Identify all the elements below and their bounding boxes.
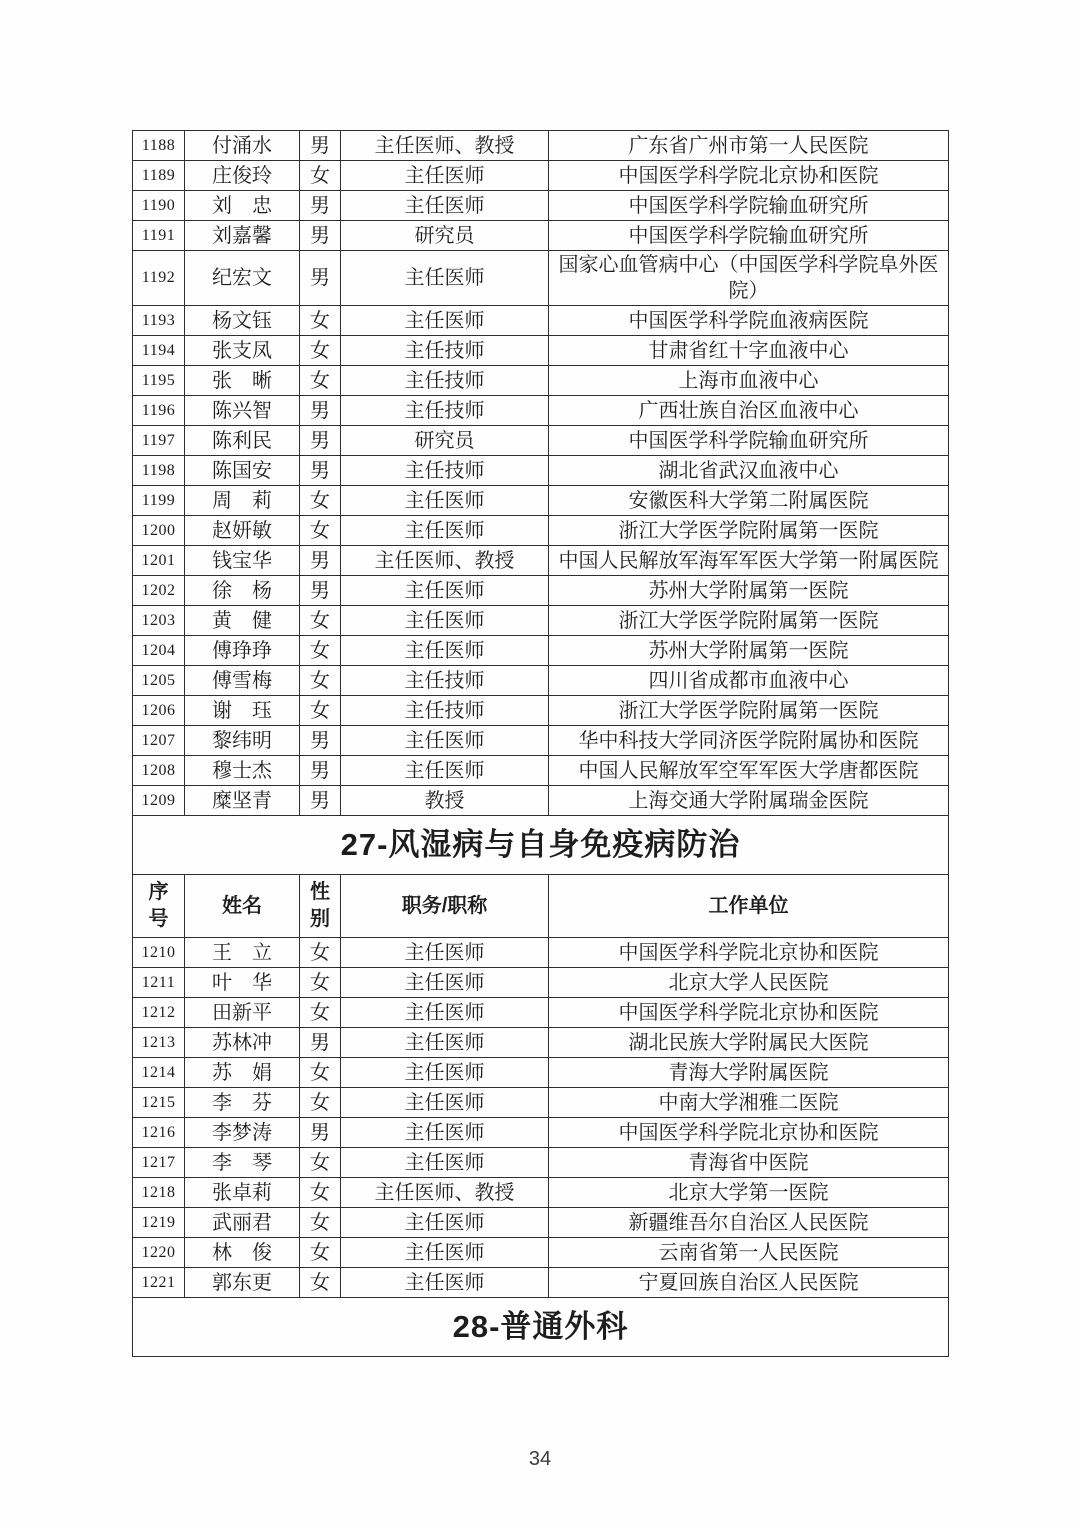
cell-index: 1221 xyxy=(133,1268,185,1298)
cell-title: 主任医师 xyxy=(341,968,549,998)
cell-title: 主任医师 xyxy=(341,191,549,221)
cell-gender: 男 xyxy=(300,131,341,161)
cell-name: 叶 华 xyxy=(185,968,300,998)
cell-name: 李梦涛 xyxy=(185,1118,300,1148)
cell-name: 张支凤 xyxy=(185,336,300,366)
cell-title: 主任技师 xyxy=(341,696,549,726)
cell-gender: 女 xyxy=(300,486,341,516)
cell-name: 穆士杰 xyxy=(185,756,300,786)
table-row xyxy=(133,486,949,516)
cell-org: 中国医学科学院北京协和医院 xyxy=(549,1118,949,1148)
cell-title: 主任医师 xyxy=(341,1118,549,1148)
cell-gender: 男 xyxy=(300,1028,341,1058)
table-row xyxy=(133,1148,949,1178)
cell-org: 四川省成都市血液中心 xyxy=(549,666,949,696)
cell-index: 1217 xyxy=(133,1148,185,1178)
cell-title: 研究员 xyxy=(341,221,549,251)
cell-title: 主任医师 xyxy=(341,1208,549,1238)
cell-gender: 女 xyxy=(300,336,341,366)
cell-gender: 男 xyxy=(300,221,341,251)
cell-index: 1216 xyxy=(133,1118,185,1148)
table-row xyxy=(133,576,949,606)
cell-title: 主任医师 xyxy=(341,636,549,666)
cell-name: 陈利民 xyxy=(185,426,300,456)
section-title-row xyxy=(133,816,949,875)
cell-org: 中国人民解放军空军军医大学唐都医院 xyxy=(549,756,949,786)
cell-index: 1220 xyxy=(133,1238,185,1268)
table-row xyxy=(133,546,949,576)
cell-title: 主任医师 xyxy=(341,1028,549,1058)
cell-index: 1213 xyxy=(133,1028,185,1058)
cell-title: 主任医师、教授 xyxy=(341,131,549,161)
cell-gender: 男 xyxy=(300,191,341,221)
cell-gender: 女 xyxy=(300,968,341,998)
table-row xyxy=(133,938,949,968)
cell-org: 宁夏回族自治区人民医院 xyxy=(549,1268,949,1298)
cell-title: 主任医师 xyxy=(341,938,549,968)
cell-name: 张 晰 xyxy=(185,366,300,396)
table-row xyxy=(133,1268,949,1298)
cell-index: 1215 xyxy=(133,1088,185,1118)
cell-name: 庄俊玲 xyxy=(185,161,300,191)
cell-name: 林 俊 xyxy=(185,1238,300,1268)
cell-title: 主任医师 xyxy=(341,251,549,306)
column-header-gender xyxy=(300,875,341,938)
table-row xyxy=(133,1058,949,1088)
cell-org: 湖北省武汉血液中心 xyxy=(549,456,949,486)
cell-name: 张卓莉 xyxy=(185,1178,300,1208)
column-header-index xyxy=(133,875,185,938)
cell-org: 安徽医科大学第二附属医院 xyxy=(549,486,949,516)
cell-org: 苏州大学附属第一医院 xyxy=(549,636,949,666)
cell-org: 浙江大学医学院附属第一医院 xyxy=(549,516,949,546)
cell-name: 李 琴 xyxy=(185,1148,300,1178)
cell-name: 黄 健 xyxy=(185,606,300,636)
table-row xyxy=(133,456,949,486)
cell-org: 甘肃省红十字血液中心 xyxy=(549,336,949,366)
cell-org: 青海省中医院 xyxy=(549,1148,949,1178)
cell-title: 主任医师 xyxy=(341,1148,549,1178)
cell-title: 主任技师 xyxy=(341,336,549,366)
cell-org: 中国人民解放军海军军医大学第一附属医院 xyxy=(549,546,949,576)
cell-title: 主任医师 xyxy=(341,1238,549,1268)
cell-index: 1198 xyxy=(133,456,185,486)
table-row xyxy=(133,636,949,666)
cell-name: 苏林冲 xyxy=(185,1028,300,1058)
table-row xyxy=(133,726,949,756)
cell-title: 主任医师、教授 xyxy=(341,1178,549,1208)
cell-name: 武丽君 xyxy=(185,1208,300,1238)
cell-name: 黎纬明 xyxy=(185,726,300,756)
table-row xyxy=(133,191,949,221)
cell-title: 主任医师 xyxy=(341,1088,549,1118)
cell-org: 北京大学人民医院 xyxy=(549,968,949,998)
cell-index: 1201 xyxy=(133,546,185,576)
cell-gender: 男 xyxy=(300,726,341,756)
cell-org: 中国医学科学院北京协和医院 xyxy=(549,161,949,191)
cell-index: 1190 xyxy=(133,191,185,221)
cell-index: 1194 xyxy=(133,336,185,366)
cell-gender: 男 xyxy=(300,546,341,576)
cell-gender: 女 xyxy=(300,516,341,546)
table-row xyxy=(133,968,949,998)
cell-org: 云南省第一人民医院 xyxy=(549,1238,949,1268)
cell-index: 1212 xyxy=(133,998,185,1028)
table-row xyxy=(133,306,949,336)
cell-org: 北京大学第一医院 xyxy=(549,1178,949,1208)
cell-org: 上海交通大学附属瑞金医院 xyxy=(549,786,949,816)
cell-title: 主任医师 xyxy=(341,1058,549,1088)
cell-org: 湖北民族大学附属民大医院 xyxy=(549,1028,949,1058)
cell-org: 青海大学附属医院 xyxy=(549,1058,949,1088)
cell-index: 1208 xyxy=(133,756,185,786)
cell-title: 主任技师 xyxy=(341,396,549,426)
cell-name: 王 立 xyxy=(185,938,300,968)
cell-index: 1196 xyxy=(133,396,185,426)
table-row xyxy=(133,998,949,1028)
cell-name: 刘 忠 xyxy=(185,191,300,221)
cell-index: 1214 xyxy=(133,1058,185,1088)
table-row xyxy=(133,251,949,306)
cell-org: 中国医学科学院北京协和医院 xyxy=(549,998,949,1028)
table-row xyxy=(133,1238,949,1268)
cell-name: 赵妍敏 xyxy=(185,516,300,546)
cell-index: 1195 xyxy=(133,366,185,396)
experts-roster-table xyxy=(132,130,949,1357)
cell-index: 1206 xyxy=(133,696,185,726)
cell-name: 谢 珏 xyxy=(185,696,300,726)
cell-index: 1218 xyxy=(133,1178,185,1208)
cell-name: 傅琤琤 xyxy=(185,636,300,666)
cell-title: 主任技师 xyxy=(341,666,549,696)
cell-org: 广西壮族自治区血液中心 xyxy=(549,396,949,426)
cell-gender: 女 xyxy=(300,1088,341,1118)
cell-title: 主任技师 xyxy=(341,456,549,486)
cell-name: 杨文钰 xyxy=(185,306,300,336)
table-row xyxy=(133,131,949,161)
cell-index: 1211 xyxy=(133,968,185,998)
table-row xyxy=(133,1178,949,1208)
cell-title: 主任医师 xyxy=(341,1268,549,1298)
table-row xyxy=(133,516,949,546)
cell-gender: 男 xyxy=(300,396,341,426)
cell-title: 主任医师 xyxy=(341,306,549,336)
column-header-title xyxy=(341,875,549,938)
table-row xyxy=(133,1208,949,1238)
cell-org: 上海市血液中心 xyxy=(549,366,949,396)
table-row xyxy=(133,756,949,786)
cell-gender: 女 xyxy=(300,1268,341,1298)
cell-gender: 女 xyxy=(300,161,341,191)
cell-index: 1193 xyxy=(133,306,185,336)
cell-title: 主任医师 xyxy=(341,756,549,786)
table-row xyxy=(133,336,949,366)
cell-gender: 男 xyxy=(300,1118,341,1148)
cell-org: 中国医学科学院输血研究所 xyxy=(549,191,949,221)
cell-index: 1202 xyxy=(133,576,185,606)
cell-org: 广东省广州市第一人民医院 xyxy=(549,131,949,161)
cell-index: 1192 xyxy=(133,251,185,306)
column-header-org xyxy=(549,875,949,938)
cell-title: 主任医师 xyxy=(341,161,549,191)
cell-org: 浙江大学医学院附属第一医院 xyxy=(549,696,949,726)
cell-index: 1188 xyxy=(133,131,185,161)
table-row xyxy=(133,426,949,456)
cell-name: 苏 娟 xyxy=(185,1058,300,1088)
cell-gender: 女 xyxy=(300,606,341,636)
cell-name: 纪宏文 xyxy=(185,251,300,306)
column-header-row xyxy=(133,875,949,938)
cell-gender: 男 xyxy=(300,426,341,456)
table-row xyxy=(133,1088,949,1118)
table-row xyxy=(133,1028,949,1058)
cell-title: 主任医师、教授 xyxy=(341,546,549,576)
cell-gender: 女 xyxy=(300,306,341,336)
cell-title: 主任医师 xyxy=(341,998,549,1028)
column-header-label: 序号 xyxy=(148,881,169,930)
cell-org: 华中科技大学同济医学院附属协和医院 xyxy=(549,726,949,756)
cell-name: 陈兴智 xyxy=(185,396,300,426)
cell-title: 教授 xyxy=(341,786,549,816)
cell-title: 主任医师 xyxy=(341,726,549,756)
cell-name: 周 莉 xyxy=(185,486,300,516)
cell-gender: 男 xyxy=(300,786,341,816)
cell-gender: 女 xyxy=(300,1178,341,1208)
cell-index: 1207 xyxy=(133,726,185,756)
cell-gender: 男 xyxy=(300,576,341,606)
cell-org: 国家心血管病中心（中国医学科学院阜外医院） xyxy=(549,251,949,306)
cell-gender: 女 xyxy=(300,366,341,396)
cell-index: 1197 xyxy=(133,426,185,456)
cell-name: 田新平 xyxy=(185,998,300,1028)
cell-title: 主任医师 xyxy=(341,606,549,636)
cell-name: 付涌水 xyxy=(185,131,300,161)
cell-gender: 女 xyxy=(300,696,341,726)
cell-index: 1200 xyxy=(133,516,185,546)
section-title: 28-普通外科 xyxy=(133,1298,949,1357)
section-title: 27-风湿病与自身免疫病防治 xyxy=(133,816,949,875)
cell-gender: 女 xyxy=(300,1208,341,1238)
cell-name: 郭东更 xyxy=(185,1268,300,1298)
column-header-label: 职务/职称 xyxy=(401,895,488,917)
cell-index: 1199 xyxy=(133,486,185,516)
column-header-label: 性别 xyxy=(310,881,330,930)
cell-name: 傅雪梅 xyxy=(185,666,300,696)
section-title-row xyxy=(133,1298,949,1357)
cell-org: 中国医学科学院北京协和医院 xyxy=(549,938,949,968)
table-row xyxy=(133,606,949,636)
roster-table-body xyxy=(133,131,949,1357)
table-row xyxy=(133,221,949,251)
cell-gender: 女 xyxy=(300,636,341,666)
table-row xyxy=(133,696,949,726)
cell-name: 钱宝华 xyxy=(185,546,300,576)
cell-org: 中国医学科学院血液病医院 xyxy=(549,306,949,336)
cell-name: 刘嘉馨 xyxy=(185,221,300,251)
cell-gender: 女 xyxy=(300,1058,341,1088)
cell-title: 主任医师 xyxy=(341,516,549,546)
cell-index: 1203 xyxy=(133,606,185,636)
table-row xyxy=(133,1118,949,1148)
cell-name: 糜坚青 xyxy=(185,786,300,816)
cell-org: 中国医学科学院输血研究所 xyxy=(549,221,949,251)
cell-gender: 男 xyxy=(300,756,341,786)
cell-org: 中南大学湘雅二医院 xyxy=(549,1088,949,1118)
cell-title: 研究员 xyxy=(341,426,549,456)
cell-index: 1189 xyxy=(133,161,185,191)
cell-gender: 女 xyxy=(300,666,341,696)
cell-gender: 女 xyxy=(300,998,341,1028)
table-row xyxy=(133,161,949,191)
cell-name: 李 芬 xyxy=(185,1088,300,1118)
cell-title: 主任医师 xyxy=(341,486,549,516)
cell-index: 1204 xyxy=(133,636,185,666)
cell-org: 苏州大学附属第一医院 xyxy=(549,576,949,606)
cell-org: 新疆维吾尔自治区人民医院 xyxy=(549,1208,949,1238)
cell-org: 浙江大学医学院附属第一医院 xyxy=(549,606,949,636)
page-number: 34 xyxy=(528,1448,552,1470)
cell-title: 主任医师 xyxy=(341,576,549,606)
table-row xyxy=(133,786,949,816)
cell-index: 1210 xyxy=(133,938,185,968)
cell-index: 1209 xyxy=(133,786,185,816)
column-header-label: 姓名 xyxy=(222,895,262,917)
cell-title: 主任技师 xyxy=(341,366,549,396)
cell-gender: 女 xyxy=(300,1238,341,1268)
column-header-name xyxy=(185,875,300,938)
cell-index: 1191 xyxy=(133,221,185,251)
table-row xyxy=(133,366,949,396)
table-row xyxy=(133,666,949,696)
cell-gender: 男 xyxy=(300,251,341,306)
table-row xyxy=(133,396,949,426)
cell-org: 中国医学科学院输血研究所 xyxy=(549,426,949,456)
cell-gender: 女 xyxy=(300,938,341,968)
cell-index: 1205 xyxy=(133,666,185,696)
cell-name: 陈国安 xyxy=(185,456,300,486)
column-header-label: 工作单位 xyxy=(708,895,789,917)
cell-name: 徐 杨 xyxy=(185,576,300,606)
cell-gender: 男 xyxy=(300,456,341,486)
cell-gender: 女 xyxy=(300,1148,341,1178)
cell-index: 1219 xyxy=(133,1208,185,1238)
